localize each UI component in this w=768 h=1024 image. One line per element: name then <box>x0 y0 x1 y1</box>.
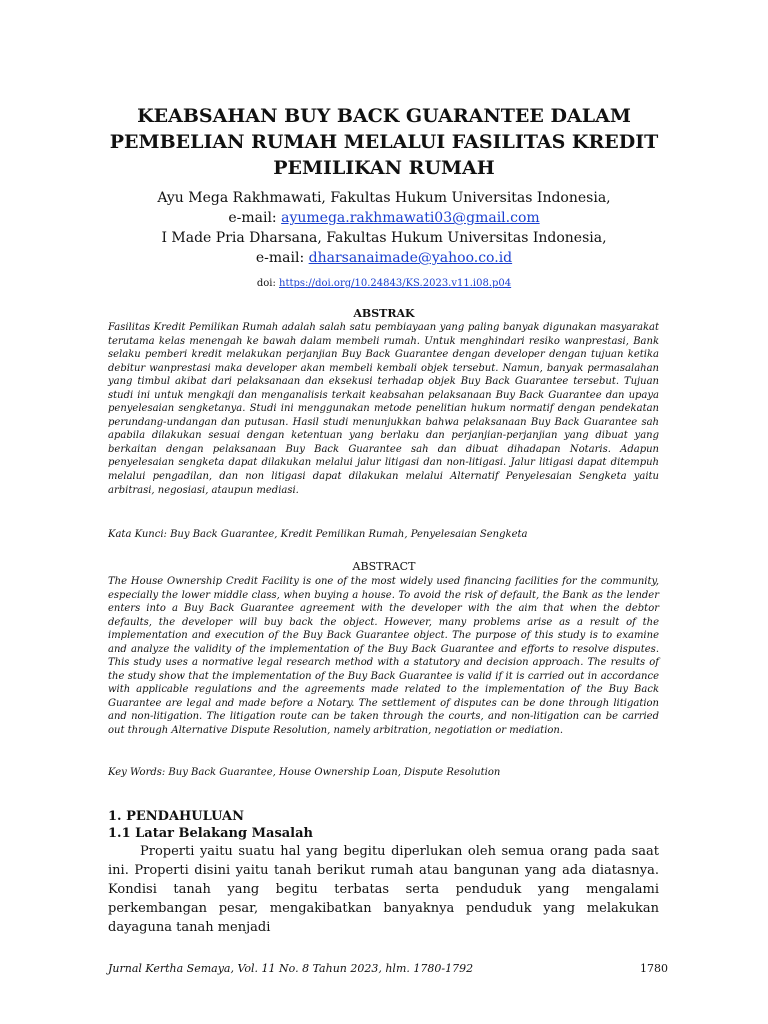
abstrak-heading: ABSTRAK <box>353 307 415 320</box>
title-line: PEMBELIAN RUMAH MELALUI FASILITAS KREDIT <box>109 131 659 153</box>
abstract-heading: ABSTRACT <box>352 560 416 573</box>
abstract-body: The House Ownership Credit Facility is one of the most widely used financing facilities for the community, especially the lower middle class, when buying a house. To avoid the risk of default, the Bank as the lender enters into a Buy Back Guarantee agreement with the developer with the aim that when the debtor defaults, the developer will buy back the object. However, many problems arise as a result of the implementation and execution of the Buy Back Guarantee object. The purpose of this study is to examine and analyze the validity of the implementation of the Buy Back Guarantee and efforts to resolve disputes. This study uses a normative legal research method with a statutory and decision approach. The results of the study show that the implementation of the Buy Back Guarantee is valid if it is carried out in accordance with applicable regulations and the agreements made related to the implementation of the Buy Back Guarantee are legal and made before a Notary. The settlement of disputes can be done through litigation and non-litigation. The litigation route can be taken through the courts, and non-litigation can be carried out through Alternative Dispute Resolution, namely arbitration, negotiation or mediation. <box>108 576 659 737</box>
author-email-line <box>90 208 678 228</box>
title-line: PEMILIKAN RUMAH <box>273 157 495 179</box>
paragraph-text: Properti yaitu suatu hal yang begitu diperlukan oleh semua orang pada saat ini. Properti disini yaitu tanah berikut rumah atau bangunan yang ada diatasnya. Kondisi tanah yang begitu terbatas serta penduduk yang mengalami perkembangan pesar, mengakibatkan banyaknya penduduk yang melakukan dayaguna tanah menjadi <box>108 844 659 935</box>
author-email-link[interactable]: dharsanaimade@yahoo.co.id <box>308 250 513 266</box>
email-label: e-mail: <box>255 250 309 266</box>
abstract-keywords: Key Words: Buy Back Guarantee, House Ownership Loan, Dispute Resolution <box>108 767 501 778</box>
author-email-link[interactable]: ayumega.rakhmawati03@gmail.com <box>281 210 540 226</box>
email-label: e-mail: <box>228 210 282 226</box>
abstrak-keywords: Kata Kunci: Buy Back Guarantee, Kredit Pemilikan Rumah, Penyelesaian Sengketa <box>108 529 528 540</box>
doi-link[interactable]: https://doi.org/10.24843/KS.2023.v11.i08.p04 <box>279 278 512 289</box>
abstrak-body: Fasilitas Kredit Pemilikan Rumah adalah salah satu pembiayaan yang paling banyak digunakan masyarakat terutama kelas menengah ke bawah dalam membeli rumah. Untuk menghindari resiko wanprestasi, Bank selaku pemberi kredit melakukan perjanjian Buy Back Guarantee dengan developer dengan tujuan ketika debitur wanprestasi maka developer akan membeli kembali objek tersebut. Namun, banyak permasalahan yang timbul akibat dari pelaksanaan dan eksekusi terhadap objek Buy Back Guarantee tersebut. Tujuan studi ini untuk mengkaji dan menganalisis terkait keabsahan pelaksanaan Buy Back Guarantee dan upaya penyelesaian sengketanya. Studi ini menggunakan metode penelitian hukum normatif dengan pendekatan perundang-undangan dan putusan. Hasil studi menunjukkan bahwa pelaksanaan Buy Back Guarantee sah apabila dilakukan sesuai dengan ketentuan yang berlaku dan perjanjian-perjanjian yang dibuat yang berkaitan dengan pelaksanaan Buy Back Guarantee sah dan dibuat dihadapan Notaris. Adapun penyelesaian sengketa dapat dilakukan melalui jalur litigasi dan non-litigasi. Jalur litigasi dapat ditempuh melalui pengadilan, dan non litigasi dapat dilakukan melalui Alternatif Penyelesaian Sengketa yaitu arbitrasi, negosiasi, ataupun mediasi. <box>108 322 659 496</box>
journal-citation: Jurnal Kertha Semaya, Vol. 11 No. 8 Tahun 2023, hlm. 1780-1792 <box>108 962 474 975</box>
body-paragraph <box>108 842 659 937</box>
author-affiliation: I Made Pria Dharsana, Fakultas Hukum Universitas Indonesia, <box>161 230 607 246</box>
title-line: KEABSAHAN BUY BACK GUARANTEE DALAM <box>137 105 631 127</box>
author-email-line <box>90 248 678 268</box>
page-footer <box>108 962 668 976</box>
subsection-heading: 1.1 Latar Belakang Masalah <box>108 826 313 841</box>
paper-title <box>90 103 678 181</box>
author-affiliation: Ayu Mega Rakhmawati, Fakultas Hukum Universitas Indonesia, <box>157 190 611 206</box>
doi-label: doi: <box>256 278 280 289</box>
page-number: 1780 <box>640 962 668 975</box>
author-block <box>90 188 678 268</box>
doi-line <box>90 277 678 291</box>
section-heading: 1. PENDAHULUAN <box>108 809 244 824</box>
